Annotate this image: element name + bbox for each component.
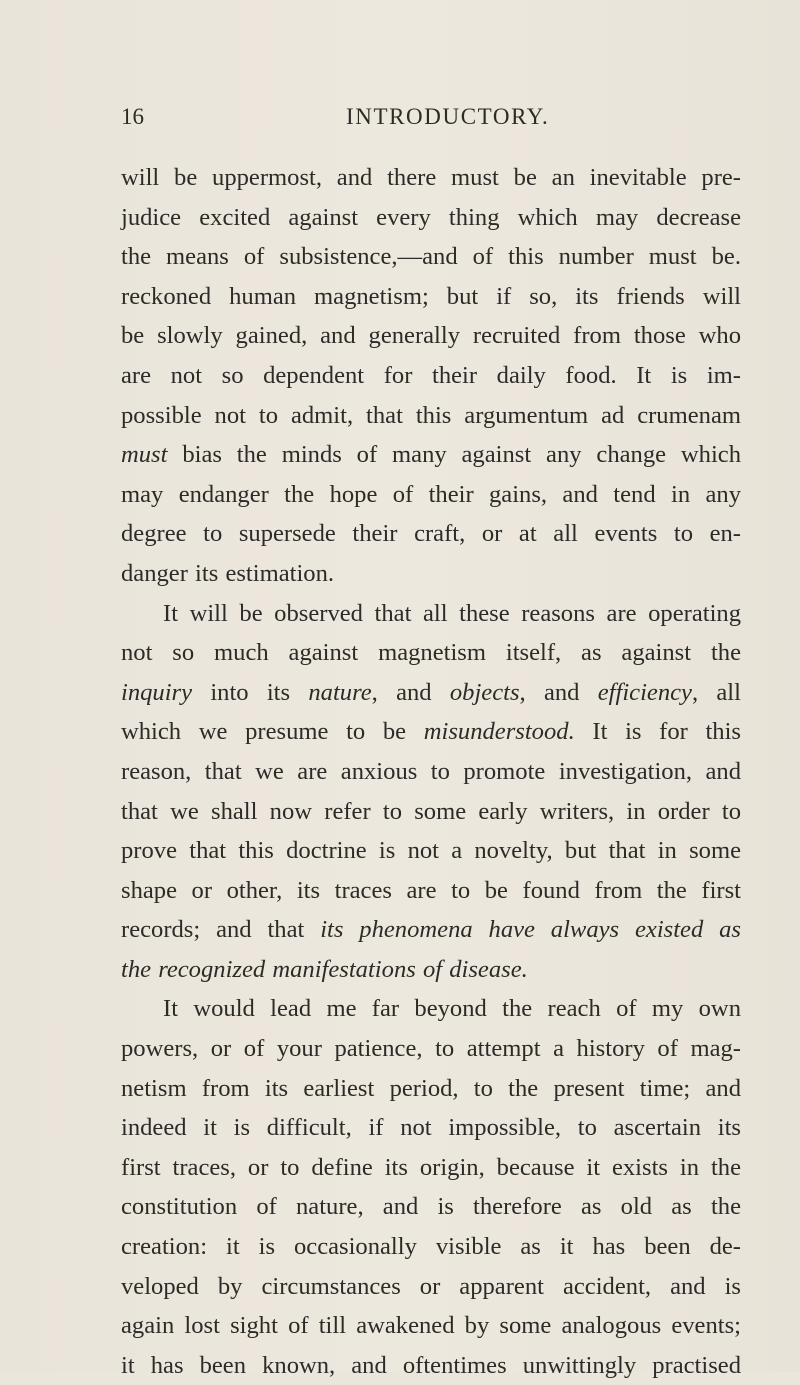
text-line: will be uppermost, and there must be an inevitable pre- (121, 164, 741, 191)
italic-text: its phenomena have always existed as (320, 916, 741, 944)
text-line: danger its estimation. (121, 559, 335, 587)
text-line: veloped by circumstances or apparent accident, and is (121, 1272, 741, 1300)
text-line: first traces, or to define its origin, because it exists in the (121, 1153, 741, 1181)
italic-text: nature (308, 678, 372, 706)
text-segment: It is for this (574, 718, 741, 746)
italic-text: misunderstood. (423, 718, 575, 746)
text-segment: , and (519, 678, 598, 706)
text-segment: which we presume to be (121, 718, 424, 746)
text-line: degree to supersede their craft, or at all events to en- (121, 520, 741, 548)
italic-text: efficiency (597, 678, 692, 706)
text-segment: records; and that (121, 916, 321, 944)
text-line (121, 673, 741, 713)
text-line: be slowly gained, and generally recruited from those who (121, 322, 741, 350)
text-line: prove that this doctrine is not a novelty, but that in some (121, 837, 741, 865)
text-line: that we shall now refer to some early writers, in order to (121, 797, 741, 825)
body-text (121, 158, 741, 1385)
text-segment: bias the minds of many against any change which (167, 441, 741, 469)
text-line: powers, or of your patience, to attempt a history of mag- (121, 1035, 741, 1063)
text-line: indeed it is difficult, if not impossible, to ascertain its (121, 1114, 741, 1142)
text-line: judice excited against every thing which may decrease (121, 203, 741, 231)
text-line: again lost sight of till awakened by some analogous events; (121, 1312, 741, 1340)
text-segment: , and (371, 678, 450, 706)
text-line: are not so dependent for their daily food. It is im- (121, 361, 741, 389)
page-number: 16 (121, 104, 144, 129)
text-line: not so much against magnetism itself, as against the (121, 639, 741, 667)
text-line: reason, that we are anxious to promote investigation, and (121, 757, 741, 785)
text-line (121, 950, 741, 990)
text-line: It would lead me far beyond the reach of my own (163, 995, 741, 1023)
text-line (121, 712, 741, 752)
italic-text: the recognized manifestations of disease. (121, 955, 528, 983)
text-segment: into its (192, 678, 309, 706)
text-line (121, 910, 741, 950)
italic-text: inquiry (121, 678, 193, 706)
page-header (121, 104, 740, 140)
text-line: creation: it is occasionally visible as it has been de- (121, 1233, 741, 1261)
italic-text: must (121, 441, 168, 469)
text-line: shape or other, its traces are to be found from the first (121, 876, 741, 904)
text-segment: , all (691, 678, 741, 706)
text-line: It will be observed that all these reasons are operating (163, 599, 741, 627)
text-line: netism from its earliest period, to the present time; and (121, 1074, 741, 1102)
text-line: the means of subsistence,—and of this number must be. (121, 243, 741, 271)
text-line (121, 435, 741, 475)
text-line: reckoned human magnetism; but if so, its friends will (121, 282, 741, 310)
text-line: possible not to admit, that this argumentum ad crumenam (121, 401, 741, 429)
text-line: it has been known, and oftentimes unwittingly practised (121, 1351, 741, 1379)
text-line: may endanger the hope of their gains, and tend in any (121, 480, 741, 508)
running-head: INTRODUCTORY. (346, 104, 550, 129)
italic-text: objects (449, 678, 520, 706)
text-line: constitution of nature, and is therefore as old as the (121, 1193, 741, 1221)
